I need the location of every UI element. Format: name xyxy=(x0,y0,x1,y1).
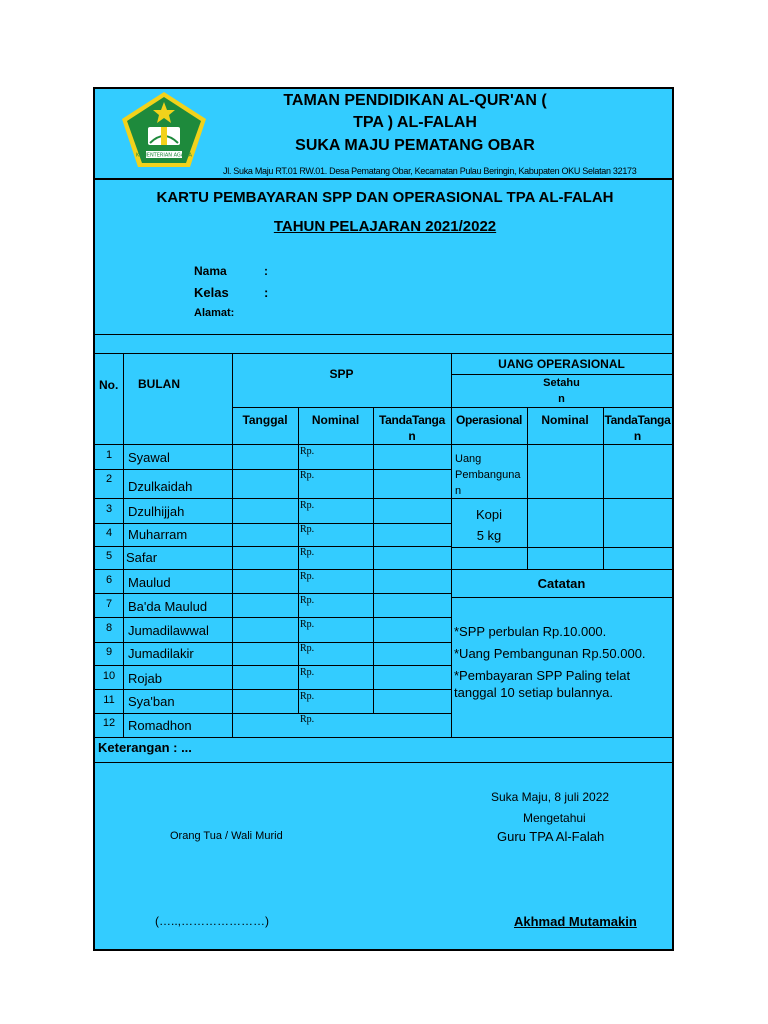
row-no: 9 xyxy=(105,646,113,658)
payment-card xyxy=(93,87,674,951)
sub-tanda2-2: n xyxy=(633,429,642,443)
row-bulan: Safar xyxy=(126,550,158,565)
sub-nominal: Nominal xyxy=(311,413,360,427)
row-bulan: Sya'ban xyxy=(128,694,175,709)
row-no: 7 xyxy=(105,598,113,610)
row-rp: Rp. xyxy=(300,643,315,654)
col-no-header: No. xyxy=(99,378,119,392)
row-rp: Rp. xyxy=(300,571,315,582)
row-rp: Rp. xyxy=(300,500,315,511)
row-bulan: Syawal xyxy=(128,450,170,465)
col-setahun-1: Setahu xyxy=(543,377,580,389)
sub-operasional: Operasional xyxy=(455,413,523,427)
header-line-2: TPA ) AL-FALAH xyxy=(353,114,477,131)
row-bulan: Maulud xyxy=(128,575,171,590)
field-nama-sep: : xyxy=(264,264,268,278)
guru-signature-name: Akhmad Mutamakin xyxy=(514,914,637,929)
catatan-line-2: *Uang Pembangunan Rp.50.000. xyxy=(454,646,646,661)
row-no: 3 xyxy=(105,503,113,515)
kemenag-logo xyxy=(118,89,210,171)
row-no: 6 xyxy=(105,574,113,586)
ortu-signature-line: (…..,…………………) xyxy=(155,914,269,928)
row-rp: Rp. xyxy=(300,595,315,606)
col-bulan-header: BULAN xyxy=(138,377,180,391)
sub-tanda-2: n xyxy=(408,429,416,443)
row-bulan: Jumadilakir xyxy=(128,646,194,661)
card-title: KARTU PEMBAYARAN SPP DAN OPERASIONAL TPA AL-FALAH xyxy=(156,189,614,206)
field-kelas-sep: : xyxy=(264,285,269,300)
ortu-title: Orang Tua / Wali Murid xyxy=(170,830,283,842)
row-no: 1 xyxy=(105,449,113,461)
col-setahun-2: n xyxy=(558,393,565,405)
guru-title: Guru TPA Al-Falah xyxy=(497,829,605,844)
row-bulan: Ba'da Maulud xyxy=(128,599,208,614)
col-spp-header: SPP xyxy=(329,367,354,381)
row-bulan: Dzulhijjah xyxy=(128,504,185,519)
row-bulan: Jumadilawwal xyxy=(128,623,209,638)
row-no: 8 xyxy=(105,622,113,634)
row-bulan: Romadhon xyxy=(128,718,192,733)
op-item1-line2: Pembanguna xyxy=(455,469,521,481)
row-rp: Rp. xyxy=(300,667,315,678)
row-no: 10 xyxy=(102,670,116,682)
field-nama-label: Nama xyxy=(194,264,227,278)
header-address: Jl. Suka Maju RT.01 RW.01. Desa Pematang Obar, Kecamatan Pulau Beringin, Kabupaten OKU Selatan 32173 xyxy=(223,166,637,176)
row-rp: Rp. xyxy=(300,470,315,481)
op-item2-line2: 5 kg xyxy=(476,528,502,543)
row-bulan: Rojab xyxy=(128,671,162,686)
catatan-line-4: tanggal 10 setiap bulannya. xyxy=(454,685,614,700)
row-bulan: Muharram xyxy=(128,527,188,542)
place-date: Suka Maju, 8 juli 2022 xyxy=(491,790,610,804)
keterangan: Keterangan : ... xyxy=(98,740,192,755)
sub-tanggal: Tanggal xyxy=(242,413,288,427)
row-rp: Rp. xyxy=(300,714,315,725)
field-alamat-label: Alamat: xyxy=(194,307,235,319)
row-rp: Rp. xyxy=(300,446,315,457)
catatan-line-1: *SPP perbulan Rp.10.000. xyxy=(454,624,607,639)
col-uang-header: UANG OPERASIONAL xyxy=(498,357,625,371)
header-line-3: SUKA MAJU PEMATANG OBAR xyxy=(295,137,535,154)
logo-text: KEMENTERIAN AGAMA xyxy=(136,152,192,159)
catatan-title: Catatan xyxy=(537,576,586,591)
row-no: 11 xyxy=(103,694,115,706)
op-item1-line1: Uang xyxy=(455,453,482,465)
sub-tanda2-1: TandaTanga xyxy=(604,413,671,427)
row-rp: Rp. xyxy=(300,619,315,630)
card-year: TAHUN PELAJARAN 2021/2022 xyxy=(273,218,497,235)
mengetahui: Mengetahui xyxy=(523,811,586,825)
sub-nominal2: Nominal xyxy=(541,413,589,427)
header-line-1: TAMAN PENDIDIKAN AL-QUR'AN ( xyxy=(283,92,547,109)
row-rp: Rp. xyxy=(300,691,315,702)
op-item2-line1: Kopi xyxy=(475,507,503,522)
row-no: 5 xyxy=(105,550,113,562)
row-rp: Rp. xyxy=(300,524,315,535)
row-no: 4 xyxy=(105,527,113,539)
op-item1-line3: n xyxy=(455,485,462,497)
field-kelas-label: Kelas xyxy=(194,285,229,300)
sub-tanda-1: TandaTanga xyxy=(379,413,445,427)
row-bulan: Dzulkaidah xyxy=(128,479,193,494)
row-no: 12 xyxy=(102,717,116,729)
row-rp: Rp. xyxy=(300,547,315,558)
row-no: 2 xyxy=(105,473,113,485)
catatan-line-3: *Pembayaran SPP Paling telat xyxy=(454,668,631,683)
